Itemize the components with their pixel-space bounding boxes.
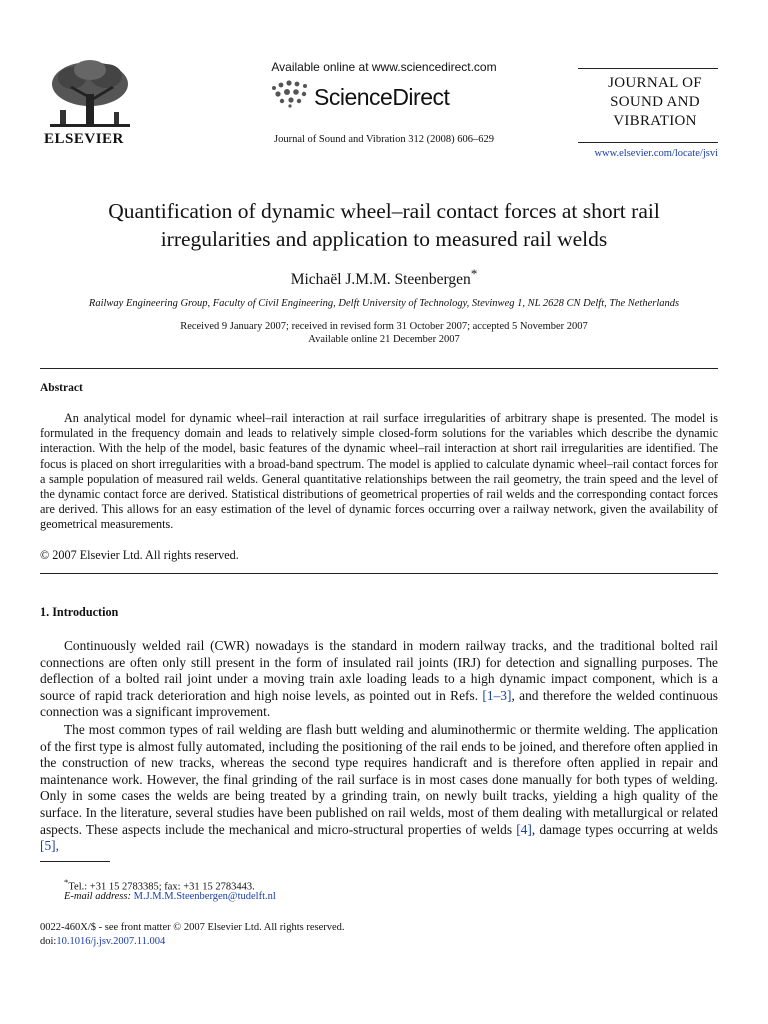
publisher-name: ELSEVIER: [44, 131, 124, 147]
email-label: E-mail address:: [64, 891, 131, 902]
article-title-line-1: Quantification of dynamic wheel–rail contact forces at short rail: [108, 199, 660, 223]
journal-name-line-2: SOUND AND: [610, 94, 700, 110]
abstract-text: An analytical model for dynamic wheel–rail interaction at rail surface irregularities of arbitrary shape is presented. The model is formulated in the frequency domain and leads to relatively simple closed-form solutions for the variables which describe the dynamic interaction. With the help of the model, basic features of the dynamic wheel–rail interaction at short rail irregularities are identified. The focus is placed on short irregularities with a broad-band spectrum. The model is applied to calculate dynamic wheel–rail contact forces for a sample population of measured rail welds. General quantitative relationships between the rail geometry, the train speed and the level of the dynamic contact force are derived. Statistical distributions of geometrical properties of rail welds and the corresponding contact forces are derived. This allows for an easy estimation of the level of dynamic forces occurring over a railway network, given the availability of geometrical measurements.: [40, 411, 718, 532]
journal-reference: Journal of Sound and Vibration 312 (2008) 606–629: [274, 134, 494, 145]
front-matter: [40, 921, 345, 949]
section-heading-introduction: 1. Introduction: [40, 605, 119, 619]
article-history: [0, 320, 768, 346]
intro-paragraph-2: [40, 722, 718, 855]
doi-line: [40, 935, 345, 949]
article-title-line-2: irregularities and application to measured rail welds: [160, 227, 608, 251]
doi-label: doi:: [40, 936, 57, 947]
citation-link-4[interactable]: [4]: [516, 821, 532, 837]
abstract-bottom-rule: [40, 573, 718, 574]
available-online-date: Available online 21 December 2007: [308, 334, 460, 345]
abstract-heading: Abstract: [40, 382, 83, 394]
intro-paragraph-1: [40, 638, 718, 721]
author-name: Michaël J.M.M. Steenbergen: [290, 271, 471, 289]
sciencedirect-dots-icon: [268, 80, 312, 113]
author-line: [0, 266, 768, 289]
journal-box-bottom-rule: [578, 142, 718, 143]
doi-link[interactable]: 10.1016/j.jsv.2007.11.004: [56, 936, 166, 947]
front-matter-copyright: 0022-460X/$ - see front matter © 2007 Elsevier Ltd. All rights reserved.: [40, 922, 345, 933]
author-footnote-mark[interactable]: *: [470, 266, 478, 281]
received-dates: Received 9 January 2007; received in revised form 31 October 2007; accepted 5 November 2007: [180, 321, 588, 332]
journal-url-link[interactable]: www.elsevier.com/locate/jsvi: [594, 148, 718, 159]
footnote-email: [64, 891, 276, 902]
abstract-copyright: © 2007 Elsevier Ltd. All rights reserved.: [40, 548, 239, 562]
article-title: [40, 197, 728, 253]
sciencedirect-logo-text: ScienceDirect: [314, 84, 450, 110]
abstract-top-rule: [40, 368, 718, 369]
affiliation: Railway Engineering Group, Faculty of Civil Engineering, Delft University of Technology, Stevinweg 1, NL 2628 CN Delft, The Netherlands: [88, 298, 680, 309]
footnote-tel-fax: Tel.: +31 15 2783385; fax: +31 15 2783443.: [68, 881, 255, 893]
journal-name-line-1: JOURNAL OF: [608, 75, 702, 91]
journal-name-line-3: VIBRATION: [613, 113, 697, 129]
intro-p1-text-b: , and therefore the welded continuous connection was a significant improvement.: [40, 687, 718, 720]
email-link[interactable]: M.J.M.M.Steenbergen@tudelft.nl: [133, 891, 276, 902]
journal-name-box: [595, 74, 715, 131]
footnote-mark: *: [64, 877, 69, 887]
intro-p1-text-a: Continuously welded rail (CWR) nowadays is the standard in modern railway tracks, and the traditional bolted rail connections are often only still present in the form of insulated rail joints (IRJ) for detection and signalling purposes. The deflection of a bolted rail joint under a moving train axle loading leads to a high dynamic impact component, which is a source of rapid track deterioration and high noise levels, as pointed out in Refs.: [40, 638, 718, 703]
journal-box-top-rule: [578, 68, 718, 69]
intro-p2-text-b: , damage types occurring at welds: [531, 821, 718, 837]
citation-link-1-3[interactable]: [1–3]: [482, 687, 512, 703]
citation-link-5[interactable]: [5],: [40, 838, 59, 854]
intro-p2-text-a: The most common types of rail welding are flash butt welding and aluminothermic or thermite welding. The application of the first type is almost fully automated, including the positioning of the rail ends to be joined, and therefore often applied in the construction of new tracks, whereas the second type requires handicraft and is therefore often applied in repair and maintenance work. However, the final grinding of the rail surface is in most cases done manually for both types of welding. Only in some cases the welds are being treated by a grinding train, on newly built tracks, yielding a high quality of the surface. In the literature, several studies have been published on rail welds, most of them dealing with metallurgical or related aspects. These aspects include the mechanical and micro-structural properties of welds: [40, 722, 718, 837]
footnote-rule: [40, 861, 110, 862]
available-online-text: Available online at www.sciencedirect.com: [271, 60, 497, 74]
